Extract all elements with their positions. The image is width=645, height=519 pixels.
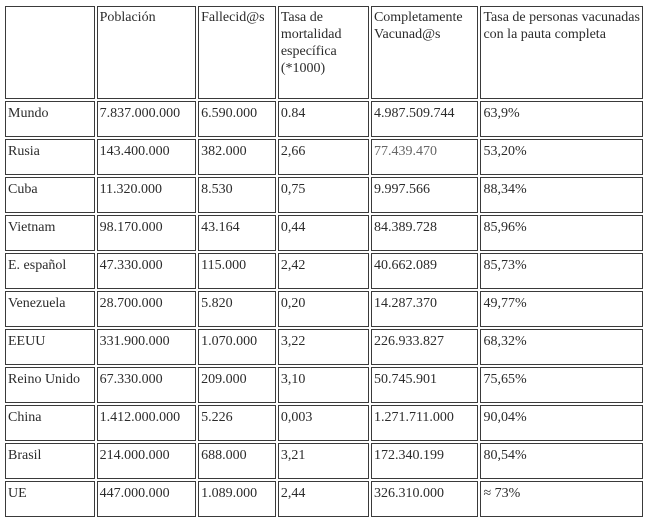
cell-mortality-rate: 2,66 xyxy=(278,139,369,175)
cell-country: Cuba xyxy=(5,177,95,213)
cell-population: 143.400.000 xyxy=(97,139,197,175)
cell-vaccination-rate: 90,04% xyxy=(480,405,643,441)
cell-fully-vaccinated: 226.933.827 xyxy=(371,329,479,365)
cell-fully-vaccinated: 172.340.199 xyxy=(371,443,479,479)
table-row xyxy=(5,139,643,175)
cell-country: E. español xyxy=(5,253,95,289)
cell-vaccination-rate: 63,9% xyxy=(480,101,643,137)
cell-fully-vaccinated: 84.389.728 xyxy=(371,215,479,251)
table-row xyxy=(5,291,643,327)
cell-population: 28.700.000 xyxy=(97,291,197,327)
cell-population: 47.330.000 xyxy=(97,253,197,289)
cell-vaccination-rate: ≈ 73% xyxy=(480,481,643,517)
table-row xyxy=(5,481,643,517)
cell-deaths: 5.226 xyxy=(198,405,276,441)
cell-fully-vaccinated: 40.662.089 xyxy=(371,253,479,289)
header-mortality-rate: Tasa de mortalidad específica (*1000) xyxy=(278,6,369,99)
table-row xyxy=(5,215,643,251)
cell-mortality-rate: 0,20 xyxy=(278,291,369,327)
cell-country: China xyxy=(5,405,95,441)
cell-deaths: 382.000 xyxy=(198,139,276,175)
cell-mortality-rate: 3,10 xyxy=(278,367,369,403)
cell-fully-vaccinated: 9.997.566 xyxy=(371,177,479,213)
cell-fully-vaccinated: 1.271.711.000 xyxy=(371,405,479,441)
cell-fully-vaccinated: 4.987.509.744 xyxy=(371,101,479,137)
cell-population: 331.900.000 xyxy=(97,329,197,365)
header-population: Población xyxy=(97,6,197,99)
cell-population: 1.412.000.000 xyxy=(97,405,197,441)
cell-country: Brasil xyxy=(5,443,95,479)
cell-country: Rusia xyxy=(5,139,95,175)
cell-population: 98.170.000 xyxy=(97,215,197,251)
cell-mortality-rate: 3,22 xyxy=(278,329,369,365)
cell-country: Venezuela xyxy=(5,291,95,327)
cell-deaths: 6.590.000 xyxy=(198,101,276,137)
cell-mortality-rate: 0,003 xyxy=(278,405,369,441)
cell-fully-vaccinated: 326.310.000 xyxy=(371,481,479,517)
cell-mortality-rate: 3,21 xyxy=(278,443,369,479)
cell-deaths: 688.000 xyxy=(198,443,276,479)
cell-deaths: 1.070.000 xyxy=(198,329,276,365)
cell-fully-vaccinated: 77.439.470 xyxy=(371,139,479,175)
cell-population: 214.000.000 xyxy=(97,443,197,479)
header-vaccination-rate: Tasa de personas vacunadas con la pauta completa xyxy=(480,6,643,99)
cell-fully-vaccinated: 14.287.370 xyxy=(371,291,479,327)
cell-country: Reino Unido xyxy=(5,367,95,403)
cell-mortality-rate: 0,75 xyxy=(278,177,369,213)
cell-population: 67.330.000 xyxy=(97,367,197,403)
table-row xyxy=(5,329,643,365)
table-header-row xyxy=(5,6,643,99)
cell-country: Vietnam xyxy=(5,215,95,251)
table-row xyxy=(5,253,643,289)
cell-deaths: 43.164 xyxy=(198,215,276,251)
cell-vaccination-rate: 53,20% xyxy=(480,139,643,175)
table-row xyxy=(5,101,643,137)
table-row xyxy=(5,443,643,479)
cell-deaths: 115.000 xyxy=(198,253,276,289)
cell-country: EEUU xyxy=(5,329,95,365)
cell-vaccination-rate: 85,73% xyxy=(480,253,643,289)
cell-mortality-rate: 2,44 xyxy=(278,481,369,517)
header-fully-vaccinated: Completamente Vacunad@s xyxy=(371,6,479,99)
cell-vaccination-rate: 80,54% xyxy=(480,443,643,479)
table-row xyxy=(5,367,643,403)
cell-deaths: 8.530 xyxy=(198,177,276,213)
cell-mortality-rate: 2,42 xyxy=(278,253,369,289)
cell-vaccination-rate: 68,32% xyxy=(480,329,643,365)
header-deaths: Fallecid@s xyxy=(198,6,276,99)
cell-vaccination-rate: 85,96% xyxy=(480,215,643,251)
cell-vaccination-rate: 49,77% xyxy=(480,291,643,327)
header-country xyxy=(5,6,95,99)
cell-deaths: 1.089.000 xyxy=(198,481,276,517)
cell-country: Mundo xyxy=(5,101,95,137)
cell-population: 7.837.000.000 xyxy=(97,101,197,137)
table-row xyxy=(5,177,643,213)
cell-mortality-rate: 0.84 xyxy=(278,101,369,137)
cell-vaccination-rate: 88,34% xyxy=(480,177,643,213)
cell-fully-vaccinated: 50.745.901 xyxy=(371,367,479,403)
cell-mortality-rate: 0,44 xyxy=(278,215,369,251)
covid-vaccination-table xyxy=(3,4,645,519)
table-row xyxy=(5,405,643,441)
cell-deaths: 5.820 xyxy=(198,291,276,327)
cell-country: UE xyxy=(5,481,95,517)
cell-vaccination-rate: 75,65% xyxy=(480,367,643,403)
cell-deaths: 209.000 xyxy=(198,367,276,403)
cell-population: 447.000.000 xyxy=(97,481,197,517)
cell-population: 11.320.000 xyxy=(97,177,197,213)
